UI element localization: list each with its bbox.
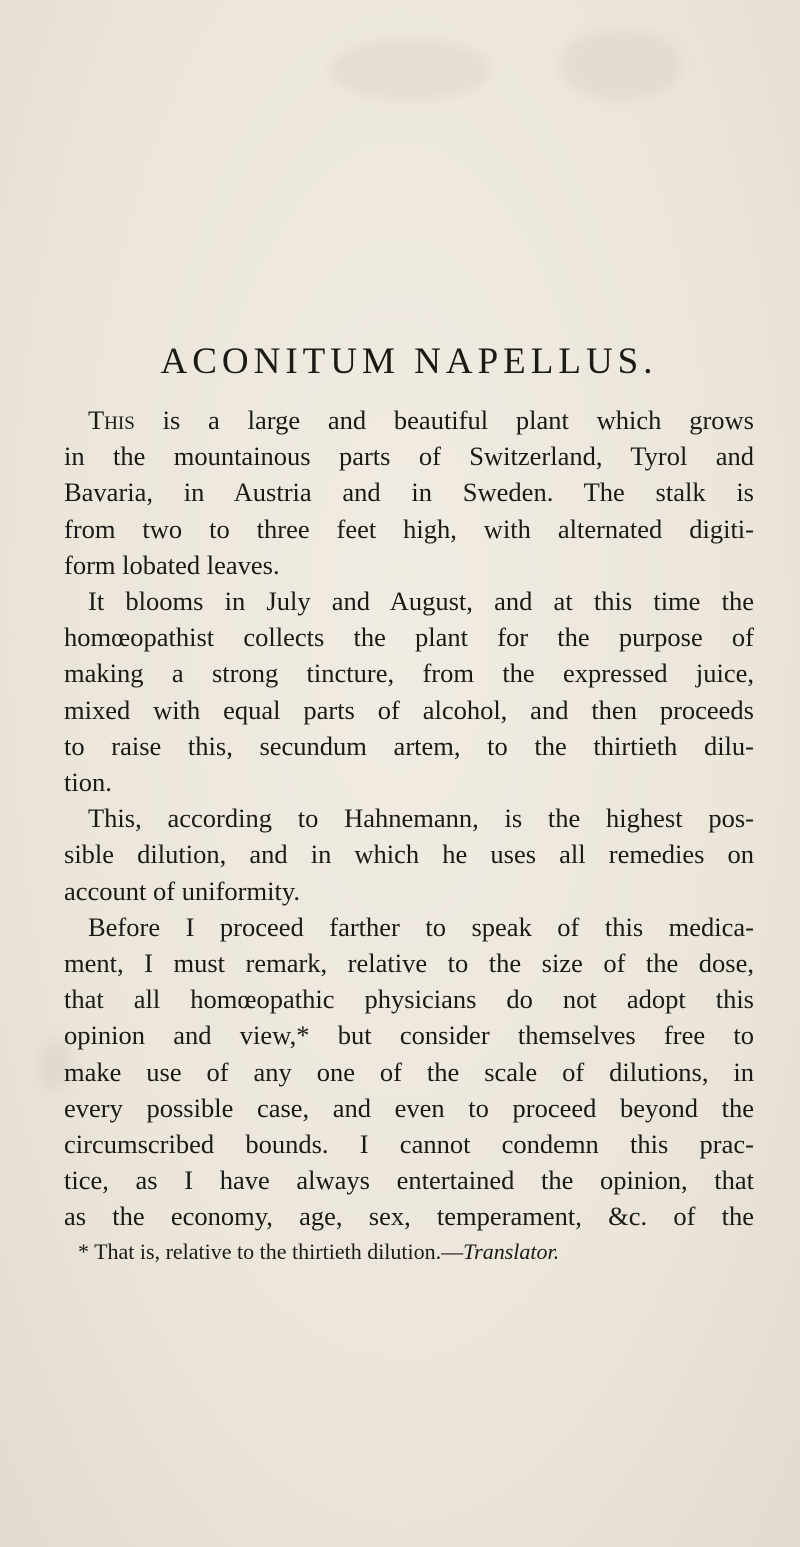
footnote	[64, 1237, 754, 1267]
paragraph-2	[64, 583, 754, 800]
text-line: It blooms in July and August, and at this time the	[88, 586, 754, 617]
paragraph-4	[64, 909, 754, 1235]
page-text	[64, 340, 754, 1267]
text-line: making a strong tincture, from the expressed juice,	[64, 658, 754, 689]
text-line: mixed with equal parts of alcohol, and then proceeds	[64, 694, 754, 725]
page-stain	[330, 40, 490, 100]
text-line: homœopathist collects the plant for the purpose of	[64, 622, 754, 653]
paragraph-1	[64, 402, 754, 583]
paragraph-3	[64, 800, 754, 909]
text-line: account of uniformity.	[64, 875, 300, 906]
text-line: that all homœopathic physicians do not adopt this	[64, 984, 754, 1015]
text-line: opinion and view,* but consider themselves free to	[64, 1020, 754, 1051]
text-line: as the economy, age, sex, temperament, &c. of the	[64, 1201, 754, 1232]
text-line: make use of any one of the scale of dilutions, in	[64, 1056, 754, 1087]
text-line: in the mountainous parts of Switzerland, Tyrol and	[64, 441, 754, 472]
footnote-text: * That is, relative to the thirtieth dilution.—	[78, 1238, 464, 1264]
text-line: from two to three feet high, with alternated digiti-	[64, 513, 754, 544]
lead-word: This	[88, 405, 135, 435]
text-line: sible dilution, and in which he uses all remedies on	[64, 839, 754, 870]
page-title: ACONITUM NAPELLUS.	[160, 341, 658, 382]
text-line: ment, I must remark, relative to the size of the dose,	[64, 948, 754, 979]
text-line: to raise this, secundum artem, to the thirtieth dilu-	[64, 730, 754, 761]
text-line: tice, as I have always entertained the opinion, that	[64, 1165, 754, 1196]
text-line: every possible case, and even to proceed beyond the	[64, 1092, 754, 1123]
text-line: Bavaria, in Austria and in Sweden. The stalk is	[64, 477, 754, 508]
footnote-attribution: Translator.	[463, 1238, 560, 1264]
text-line: This, according to Hahnemann, is the highest pos-	[88, 803, 754, 834]
text-line: form lobated leaves.	[64, 549, 280, 580]
text-line: circumscribed bounds. I cannot condemn this prac-	[64, 1129, 754, 1160]
text-line: Before I proceed farther to speak of this medica-	[88, 911, 754, 942]
page-stain	[560, 30, 680, 100]
text-line: tion.	[64, 767, 112, 798]
text-line: This is a large and beautiful plant which grows	[88, 405, 754, 435]
